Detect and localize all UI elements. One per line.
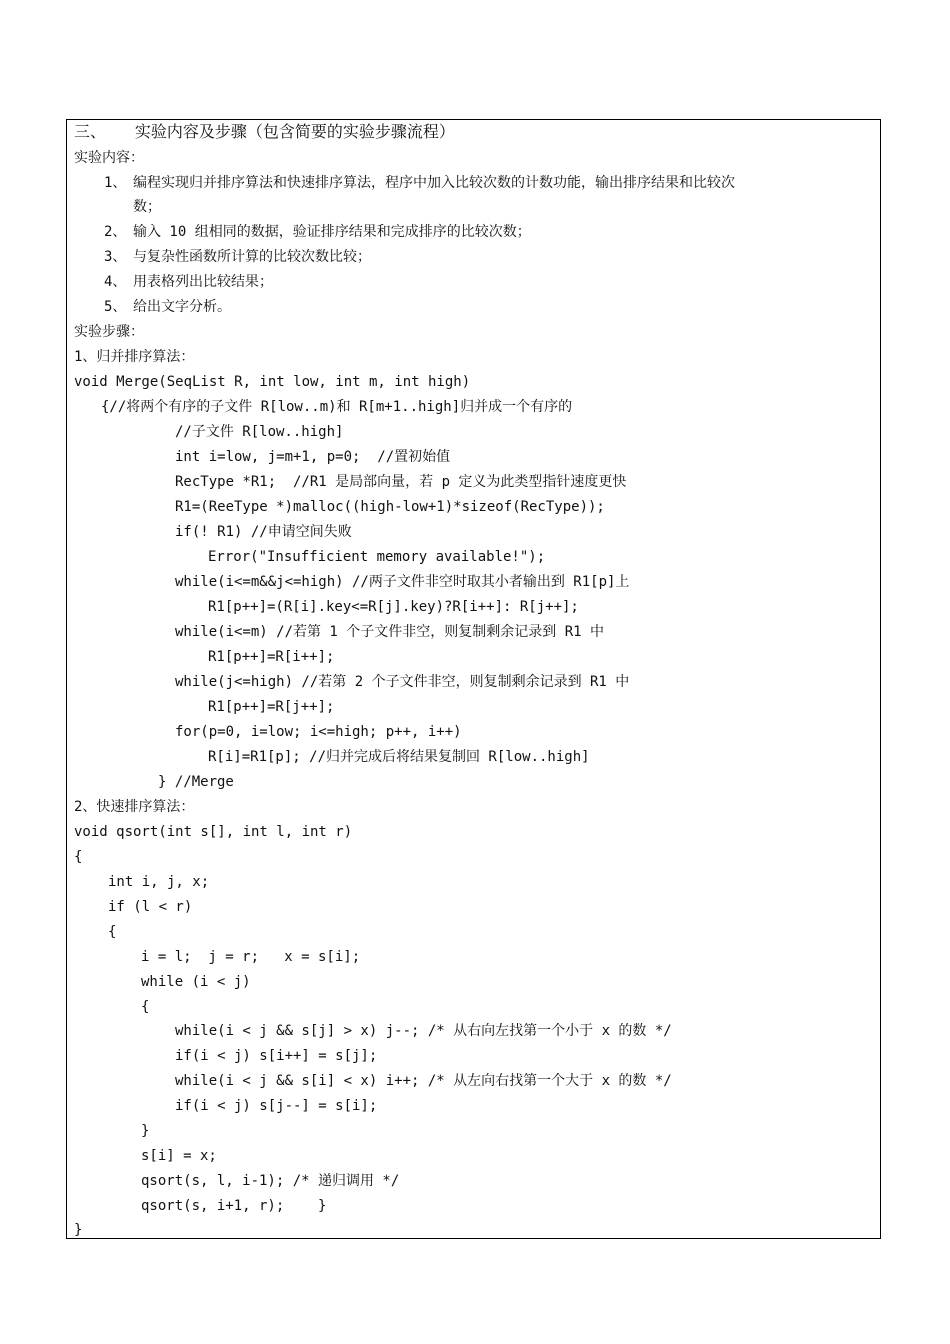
section-title: 三、 实验内容及步骤（包含简要的实验步骤流程） <box>74 122 455 141</box>
qsort-heading: 2、快速排序算法： <box>74 799 195 815</box>
code-line: if(! R1) //申请空间失败 <box>175 524 352 540</box>
code-line: if(i < j) s[i++] = s[j]; <box>175 1048 378 1064</box>
content-item-5-num: 5、 <box>104 299 127 315</box>
content-item-1-cont: 数； <box>133 199 161 215</box>
code-line: if(i < j) s[j--] = s[i]; <box>175 1098 378 1114</box>
code-line: int i=low, j=m+1, p=0; //置初始值 <box>175 449 451 465</box>
code-line: //子文件 R[low..high] <box>175 424 344 440</box>
code-line: int i, j, x; <box>108 874 210 890</box>
code-line: while (i < j) <box>141 974 251 990</box>
code-line: RecType *R1; //R1 是局部向量，若 p 定义为此类型指针速度更快 <box>175 474 627 490</box>
code-line: for(p=0, i=low; i<=high; p++, i++) <box>175 724 462 740</box>
code-line: while(i < j && s[i] < x) i++; /* 从左向右找第一个大于 x 的数 */ <box>175 1073 672 1089</box>
content-item-4-text: 用表格列出比较结果； <box>133 274 273 290</box>
code-line: R1=(ReeType *)malloc((high-low+1)*sizeof(RecType)); <box>175 499 605 515</box>
code-line: while(j<=high) //若第 2 个子文件非空，则复制剩余记录到 R1 中 <box>175 674 630 690</box>
code-line: R1[p++]=R[i++]; <box>208 649 335 665</box>
content-item-4-num: 4、 <box>104 274 127 290</box>
code-line: { <box>74 849 83 865</box>
content-item-3-text: 与复杂性函数所计算的比较次数比较； <box>133 249 371 265</box>
code-line: R1[p++]=R[j++]; <box>208 699 335 715</box>
code-line: qsort(s, i+1, r); } <box>141 1198 327 1214</box>
code-line: R1[p++]=(R[i].key<=R[j].key)?R[i++]: R[j++]; <box>208 599 579 615</box>
content-item-1-text: 编程实现归并排序算法和快速排序算法，程序中加入比较次数的计数功能，输出排序结果和比较次 <box>133 175 735 191</box>
content-item-1-num: 1、 <box>104 175 127 191</box>
code-line: while(i<=m&&j<=high) //两子文件非空时取其小者输出到 R1[p]上 <box>175 574 630 590</box>
code-line: qsort(s, l, i-1); /* 递归调用 */ <box>141 1173 400 1189</box>
content-item-5-text: 给出文字分析。 <box>133 299 231 315</box>
code-line: void Merge(SeqList R, int low, int m, int high) <box>74 374 471 390</box>
code-line: while(i<=m) //若第 1 个子文件非空，则复制剩余记录到 R1 中 <box>175 624 605 640</box>
content-item-2-text: 输入 10 组相同的数据，验证排序结果和完成排序的比较次数； <box>133 224 531 240</box>
code-line: Error("Insufficient memory available!"); <box>208 549 546 565</box>
content-item-3-num: 3、 <box>104 249 127 265</box>
code-line: R[i]=R1[p]; //归并完成后将结果复制回 R[low..high] <box>208 749 590 765</box>
code-line: if (l < r) <box>108 899 193 915</box>
code-line: { <box>108 924 117 940</box>
content-heading: 实验内容： <box>74 150 144 166</box>
steps-heading: 实验步骤： <box>74 324 144 340</box>
code-line: s[i] = x; <box>141 1148 217 1164</box>
code-line: { <box>141 999 150 1015</box>
content-item-2-num: 2、 <box>104 224 127 240</box>
code-line: while(i < j && s[j] > x) j--; /* 从右向左找第一个小于 x 的数 */ <box>175 1023 672 1039</box>
code-line: } <box>74 1222 83 1238</box>
code-line: i = l; j = r; x = s[i]; <box>141 949 361 965</box>
code-line: } //Merge <box>158 774 234 790</box>
code-line: void qsort(int s[], int l, int r) <box>74 824 353 840</box>
merge-heading: 1、归并排序算法： <box>74 349 195 365</box>
code-line: } <box>141 1123 150 1139</box>
code-line: {//将两个有序的子文件 R[low..m)和 R[m+1..high]归并成一个有序的 <box>101 399 573 415</box>
